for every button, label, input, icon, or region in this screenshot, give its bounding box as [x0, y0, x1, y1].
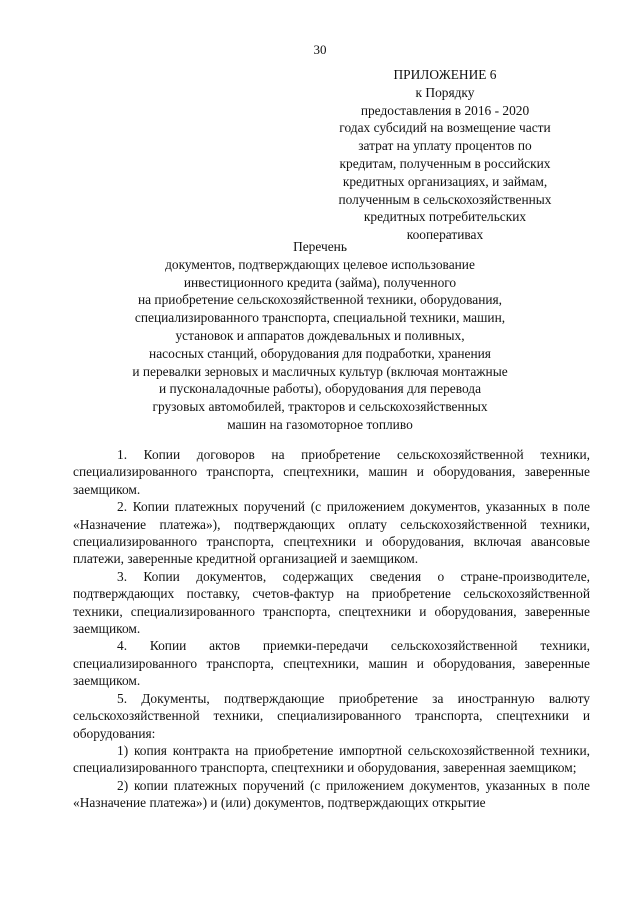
list-item-paragraph: 4. Копии актов приемки-передачи сельскохозяйственной техники, специализированного транспорта, спецтехники, машин и оборудования, заверенные заемщиком.	[73, 638, 590, 689]
appendix-header	[330, 66, 560, 244]
appendix-line: предоставления в 2016 - 2020	[360, 102, 530, 118]
list-item-paragraph: 1) копия контракта на приобретение импортной сельскохозяйственной техники, специализированного транспорта, спецтехники и оборудования, заверенная заемщиком;	[73, 742, 590, 776]
title-line: специализированного транспорта, специальной техники, машин,	[134, 310, 506, 326]
page-number: 30	[313, 42, 327, 57]
title-line: грузовых автомобилей, тракторов и сельскохозяйственных	[152, 399, 488, 415]
document-list-title	[0, 238, 640, 434]
appendix-line: ПРИЛОЖЕНИЕ 6	[393, 67, 497, 82]
document-body	[73, 446, 590, 812]
list-item-paragraph: 2) копии платежных поручений (с приложением документов, указанных в поле «Назначение платежа») и (или) документов, подтверждающих открытие	[73, 777, 590, 811]
appendix-line: кредитных организациях, и займам,	[342, 173, 548, 189]
list-item-paragraph: 2. Копии платежных поручений (с приложением документов, указанных в поле «Назначение платежа»), подтверждающих оплату сельскохозяйственной техники, специализированного транспорта, спецтехники и оборудования, включая авансовые платежи, заверенные кредитной организацией и заемщиком.	[73, 499, 590, 567]
appendix-line: к Порядку	[415, 84, 475, 100]
appendix-line: кооперативах	[406, 227, 484, 243]
title-line: машин на газомоторное топливо	[227, 416, 413, 432]
title-line: и пусконаладочные работы), оборудования для перевода	[158, 381, 482, 397]
title-line: Перечень	[293, 239, 347, 254]
appendix-line: годах субсидий на возмещение части	[339, 120, 551, 136]
appendix-line: затрат на уплату процентов по	[358, 138, 532, 154]
title-line: документов, подтверждающих целевое использование	[165, 256, 475, 272]
title-line: установок и аппаратов дождевальных и поливных,	[175, 327, 465, 343]
appendix-line: полученным в сельскохозяйственных	[338, 191, 552, 207]
title-line: на приобретение сельскохозяйственной техники, оборудования,	[137, 292, 503, 308]
title-line: насосных станций, оборудования для подработки, хранения	[149, 345, 491, 361]
list-item-paragraph: 1. Копии договоров на приобретение сельскохозяйственной техники, специализированного транспорта, спецтехники, машин и оборудования, заверенные заемщиком.	[73, 447, 590, 497]
list-item-paragraph: 3. Копии документов, содержащих сведения о стране-производителе, подтверждающих поставку, счетов-фактур на приобретение сельскохозяйственной техники, специализированного транспорта, спецтехники и оборудования, заверенные заемщиком.	[73, 568, 590, 637]
appendix-line: кредитам, полученным в российских	[339, 155, 551, 171]
list-item-paragraph: 5. Документы, подтверждающие приобретение за иностранную валюту сельскохозяйственной техники, специализированного транспорта, спецтехники и оборудования:	[73, 690, 590, 741]
title-line: инвестиционного кредита (займа), полученного	[183, 274, 457, 290]
title-line: и перевалки зерновых и масличных культур (включая монтажные	[132, 363, 508, 379]
appendix-line: кредитных потребительских	[363, 209, 527, 225]
